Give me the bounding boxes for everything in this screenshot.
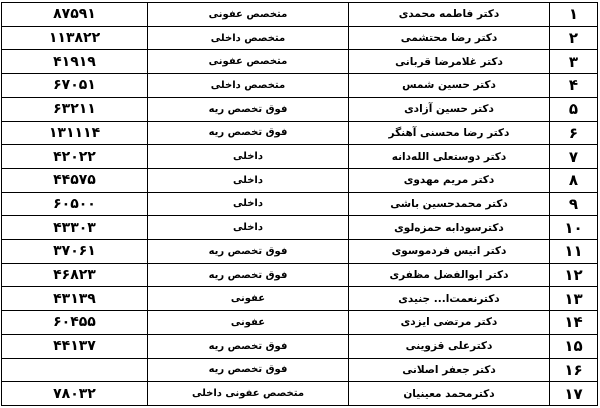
specialty-cell: متخصص عفونی داخلی	[148, 382, 349, 406]
specialty-cell: داخلی	[148, 216, 349, 240]
table-row	[2, 50, 598, 74]
table-row	[2, 97, 598, 121]
medical-code-cell: ۴۳۱۳۹	[2, 287, 148, 311]
specialty-cell: فوق تخصص ریه	[148, 97, 349, 121]
medical-code-cell: ۶۳۲۱۱	[2, 97, 148, 121]
table-row	[2, 287, 598, 311]
doctor-name-cell: دکترسودابه حمزه‌لوی	[349, 216, 550, 240]
table-row	[2, 121, 598, 145]
row-number-cell: ۱۳	[550, 287, 598, 311]
table-row	[2, 334, 598, 358]
doctor-name-cell: دکتر دوستعلی الله‌دانه	[349, 145, 550, 169]
specialty-cell: عفونی	[148, 287, 349, 311]
specialty-cell: متخصص داخلی	[148, 74, 349, 98]
doctor-name-cell: دکتر رضا محتشمی	[349, 26, 550, 50]
row-number-cell: ۱۱	[550, 240, 598, 264]
medical-code-cell: ۴۴۱۳۷	[2, 334, 148, 358]
medical-code-cell: ۳۷۰۶۱	[2, 240, 148, 264]
row-number-cell: ۱۰	[550, 216, 598, 240]
table-row	[2, 358, 598, 382]
specialty-cell: فوق تخصص ریه	[148, 263, 349, 287]
specialty-cell: عفونی	[148, 311, 349, 335]
medical-code-cell: ۷۸۰۳۲	[2, 382, 148, 406]
row-number-cell: ۳	[550, 50, 598, 74]
medical-code-cell: ۶۰۴۵۵	[2, 311, 148, 335]
specialty-cell: فوق تخصص ریه	[148, 240, 349, 264]
table-row	[2, 263, 598, 287]
doctor-name-cell: دکتر غلامرضا قربانی	[349, 50, 550, 74]
doctor-name-cell: دکتر مرتضی ایزدی	[349, 311, 550, 335]
doctor-name-cell: دکترمحمد معینیان	[349, 382, 550, 406]
table-row	[2, 26, 598, 50]
row-number-cell: ۹	[550, 192, 598, 216]
medical-code-cell: ۱۳۱۱۱۴	[2, 121, 148, 145]
row-number-cell: ۴	[550, 74, 598, 98]
medical-code-cell	[2, 358, 148, 382]
table-row	[2, 216, 598, 240]
doctor-name-cell: دکتر جعفر اصلانی	[349, 358, 550, 382]
specialty-cell: داخلی	[148, 168, 349, 192]
table-row	[2, 192, 598, 216]
row-number-cell: ۸	[550, 168, 598, 192]
specialty-cell: متخصص عفونی	[148, 3, 349, 27]
table-row	[2, 240, 598, 264]
medical-code-cell: ۶۰۵۰۰	[2, 192, 148, 216]
table-body	[2, 3, 598, 406]
doctor-name-cell: دکتر انیس فردموسوی	[349, 240, 550, 264]
row-number-cell: ۵	[550, 97, 598, 121]
row-number-cell: ۷	[550, 145, 598, 169]
specialty-cell: فوق تخصص ریه	[148, 121, 349, 145]
medical-code-cell: ۶۷۰۵۱	[2, 74, 148, 98]
row-number-cell: ۱۶	[550, 358, 598, 382]
medical-code-cell: ۴۳۳۰۳	[2, 216, 148, 240]
doctors-table	[1, 2, 598, 406]
medical-code-cell: ۴۱۹۱۹	[2, 50, 148, 74]
medical-code-cell: ۴۲۰۲۲	[2, 145, 148, 169]
row-number-cell: ۱	[550, 3, 598, 27]
specialty-cell: متخصص داخلی	[148, 26, 349, 50]
specialty-cell: داخلی	[148, 192, 349, 216]
doctor-name-cell: دکتر حسین شمس	[349, 74, 550, 98]
specialty-cell: فوق تخصص ریه	[148, 358, 349, 382]
specialty-cell: فوق تخصص ریه	[148, 334, 349, 358]
doctor-name-cell: دکتر محمدحسین باشی	[349, 192, 550, 216]
row-number-cell: ۱۲	[550, 263, 598, 287]
table-row	[2, 311, 598, 335]
medical-code-cell: ۴۴۵۷۵	[2, 168, 148, 192]
doctor-name-cell: دکترنعمت‌ا... جنیدی	[349, 287, 550, 311]
doctor-name-cell: دکتر فاطمه محمدی	[349, 3, 550, 27]
table-row	[2, 168, 598, 192]
row-number-cell: ۲	[550, 26, 598, 50]
table-row	[2, 382, 598, 406]
row-number-cell: ۱۴	[550, 311, 598, 335]
specialty-cell: متخصص عفونی	[148, 50, 349, 74]
table-row	[2, 145, 598, 169]
medical-code-cell: ۸۷۵۹۱	[2, 3, 148, 27]
row-number-cell: ۱۵	[550, 334, 598, 358]
doctor-name-cell: دکتر رضا محسنی آهنگر	[349, 121, 550, 145]
medical-code-cell: ۱۱۳۸۲۲	[2, 26, 148, 50]
doctor-name-cell: دکتر ابوالفضل مظفری	[349, 263, 550, 287]
doctor-name-cell: دکتر حسین آزادی	[349, 97, 550, 121]
doctor-name-cell: دکتر مریم مهدوی	[349, 168, 550, 192]
row-number-cell: ۱۷	[550, 382, 598, 406]
doctor-name-cell: دکترعلی قزوینی	[349, 334, 550, 358]
row-number-cell: ۶	[550, 121, 598, 145]
specialty-cell: داخلی	[148, 145, 349, 169]
medical-code-cell: ۴۶۸۲۳	[2, 263, 148, 287]
table-row	[2, 3, 598, 27]
table-row	[2, 74, 598, 98]
